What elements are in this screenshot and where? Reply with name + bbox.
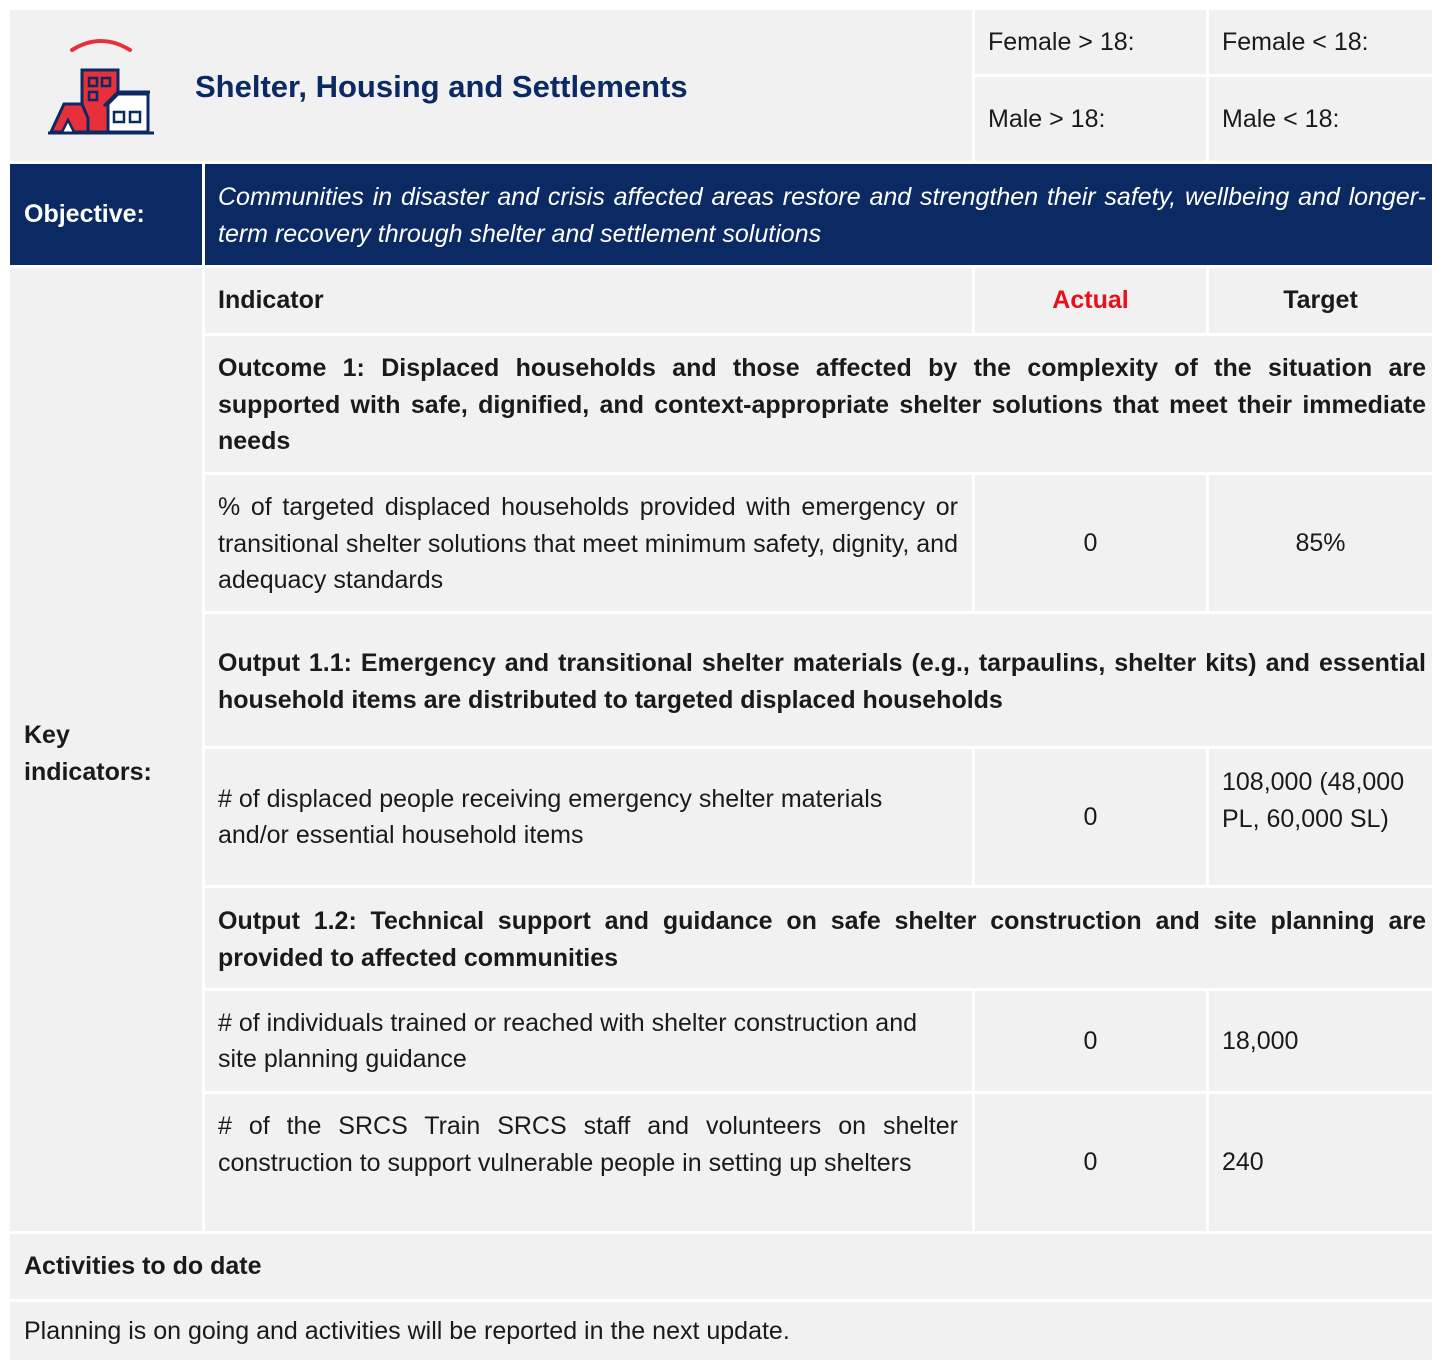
page-title: Shelter, Housing and Settlements [195,69,688,104]
indicator-row-3-actual: 0 [975,991,1206,1091]
activities-heading: Activities to do date [10,1234,1432,1299]
output-1-2-heading: Output 1.2: Technical support and guidance on safe shelter construction and site planning are provided to affected communities [205,888,1432,988]
indicator-row-4-target: 240 [1209,1094,1432,1231]
objective-label: Objective: [10,164,202,265]
male-under-18-label: Male < 18: [1209,77,1432,161]
header-title-cell [10,10,972,161]
indicator-row-1-text: % of targeted displaced households provided with emergency or transitional shelter solutions that meet minimum safety, dignity, and adequacy standards [205,475,972,611]
output-1-1-heading: Output 1.1: Emergency and transitional shelter materials (e.g., tarpaulins, shelter kits) and essential household items are distributed to targeted displaced households [205,614,1432,746]
indicator-row-4-actual: 0 [975,1094,1206,1231]
female-over-18-label: Female > 18: [975,10,1206,74]
female-under-18-label: Female < 18: [1209,10,1432,74]
indicator-row-1-target: 85% [1209,475,1432,611]
indicator-row-2-text [205,749,972,885]
indicator-row-3-text [205,991,972,1091]
objective-text: Communities in disaster and crisis affected areas restore and strengthen their safety, wellbeing and longer-term recovery through shelter and settlement solutions [205,164,1432,265]
shelter-housing-icon [48,38,154,136]
indicator-row-2-target: 108,000 (48,000 PL, 60,000 SL) [1209,749,1432,885]
outcome-1-heading: Outcome 1: Displaced households and those affected by the complexity of the situation are supported with safe, dignified, and context-appropriate shelter solutions that meet their immediate needs [205,336,1432,472]
target-column-header: Target [1209,268,1432,333]
activities-text: Planning is on going and activities will be reported in the next update. [10,1302,1432,1360]
indicator-row-2-label: # of displaced people receiving emergency shelter materials and/or essential household items [218,784,883,849]
actual-column-header: Actual [975,268,1206,333]
indicator-row-2-actual: 0 [975,749,1206,885]
indicator-column-header: Indicator [205,268,972,333]
indicator-row-3-target: 18,000 [1209,991,1432,1091]
indicator-row-4-text: # of the SRCS Train SRCS staff and volunteers on shelter construction to support vulnerable people in setting up shelters [205,1094,972,1231]
key-indicators-label: Key indicators: [10,268,202,1231]
indicator-row-3-label: # of individuals trained or reached with shelter construction and site planning guidance [218,1008,918,1073]
male-over-18-label: Male > 18: [975,77,1206,161]
indicator-row-1-actual: 0 [975,475,1206,611]
